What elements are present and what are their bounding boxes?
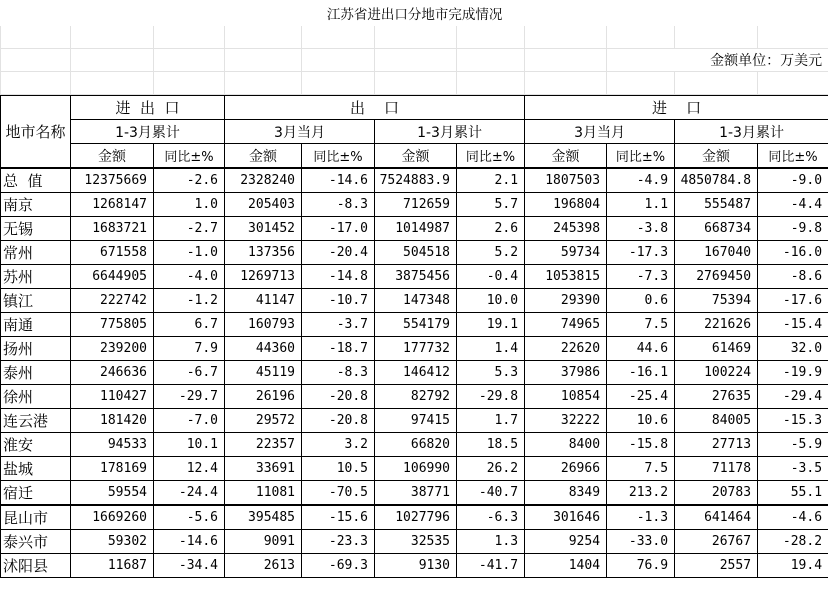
yoy-cell: 12.4: [154, 457, 225, 481]
period-header: 1-3月累计: [375, 120, 525, 144]
city-name: 宿迁: [1, 481, 71, 506]
table-row: [1, 554, 828, 578]
amount-cell: 8400: [525, 433, 607, 457]
yoy-cell: -24.4: [154, 481, 225, 506]
amount-cell: 20783: [675, 481, 758, 506]
group-header-total: 进 出 口: [71, 96, 225, 120]
city-name: 徐州: [1, 385, 71, 409]
yoy-cell: -15.3: [758, 409, 828, 433]
table-row: [1, 265, 828, 289]
table-row: [1, 337, 828, 361]
table-row: [1, 409, 828, 433]
amount-cell: 9254: [525, 530, 607, 554]
amount-cell: 205403: [225, 193, 302, 217]
amount-cell: 41147: [225, 289, 302, 313]
table-row: [1, 481, 828, 506]
yoy-cell: 10.5: [302, 457, 375, 481]
amount-cell: 94533: [71, 433, 154, 457]
yoy-cell: -2.7: [154, 217, 225, 241]
yoy-cell: 213.2: [607, 481, 675, 506]
amount-cell: 2557: [675, 554, 758, 578]
yoy-cell: -16.1: [607, 361, 675, 385]
amount-cell: 8349: [525, 481, 607, 506]
amount-cell: 22620: [525, 337, 607, 361]
yoy-cell: 10.1: [154, 433, 225, 457]
yoy-cell: -20.4: [302, 241, 375, 265]
city-name: 镇江: [1, 289, 71, 313]
amount-cell: 554179: [375, 313, 457, 337]
yoy-cell: 19.4: [758, 554, 828, 578]
amount-cell: 1269713: [225, 265, 302, 289]
amount-cell: 239200: [71, 337, 154, 361]
table-row: [1, 530, 828, 554]
amount-cell: 178169: [71, 457, 154, 481]
amount-cell: 1014987: [375, 217, 457, 241]
amount-cell: 301646: [525, 505, 607, 530]
city-name: 常州: [1, 241, 71, 265]
yoy-header: 同比±%: [302, 144, 375, 169]
table-row: [1, 217, 828, 241]
table-row: [1, 361, 828, 385]
yoy-cell: -8.6: [758, 265, 828, 289]
amount-cell: 146412: [375, 361, 457, 385]
city-name: 泰兴市: [1, 530, 71, 554]
yoy-header: 同比±%: [758, 144, 828, 169]
amount-cell: 38771: [375, 481, 457, 506]
amount-cell: 1807503: [525, 168, 607, 193]
table-row: [1, 313, 828, 337]
amount-cell: 7524883.9: [375, 168, 457, 193]
yoy-cell: -3.5: [758, 457, 828, 481]
amount-cell: 147348: [375, 289, 457, 313]
amount-cell: 245398: [525, 217, 607, 241]
amount-cell: 4850784.8: [675, 168, 758, 193]
amount-cell: 71178: [675, 457, 758, 481]
yoy-cell: 5.3: [457, 361, 525, 385]
yoy-cell: -19.9: [758, 361, 828, 385]
title-area: [0, 0, 828, 95]
yoy-cell: -20.8: [302, 385, 375, 409]
amount-cell: 775805: [71, 313, 154, 337]
yoy-cell: 1.0: [154, 193, 225, 217]
amount-cell: 32535: [375, 530, 457, 554]
yoy-cell: -28.2: [758, 530, 828, 554]
group-header-export: 出 口: [225, 96, 525, 120]
amount-cell: 32222: [525, 409, 607, 433]
amount-cell: 9130: [375, 554, 457, 578]
yoy-header: 同比±%: [607, 144, 675, 169]
yoy-cell: 18.5: [457, 433, 525, 457]
yoy-cell: -15.6: [302, 505, 375, 530]
amount-cell: 641464: [675, 505, 758, 530]
yoy-cell: -6.3: [457, 505, 525, 530]
yoy-cell: 6.7: [154, 313, 225, 337]
yoy-cell: -29.7: [154, 385, 225, 409]
amount-cell: 84005: [675, 409, 758, 433]
yoy-cell: -4.0: [154, 265, 225, 289]
yoy-cell: 10.6: [607, 409, 675, 433]
amount-cell: 1053815: [525, 265, 607, 289]
amount-cell: 1027796: [375, 505, 457, 530]
city-name: 扬州: [1, 337, 71, 361]
amount-cell: 75394: [675, 289, 758, 313]
city-column-header: 地市名称: [1, 96, 71, 169]
yoy-cell: -33.0: [607, 530, 675, 554]
yoy-cell: -23.3: [302, 530, 375, 554]
amount-cell: 167040: [675, 241, 758, 265]
amount-cell: 2328240: [225, 168, 302, 193]
amount-cell: 221626: [675, 313, 758, 337]
yoy-cell: -1.3: [607, 505, 675, 530]
yoy-cell: -2.6: [154, 168, 225, 193]
yoy-cell: -8.3: [302, 361, 375, 385]
amount-cell: 671558: [71, 241, 154, 265]
table-row: [1, 193, 828, 217]
yoy-cell: -14.6: [302, 168, 375, 193]
amount-cell: 59554: [71, 481, 154, 506]
yoy-cell: -9.8: [758, 217, 828, 241]
yoy-cell: -17.0: [302, 217, 375, 241]
amount-cell: 395485: [225, 505, 302, 530]
yoy-cell: -29.8: [457, 385, 525, 409]
amount-cell: 59302: [71, 530, 154, 554]
period-header: 3月当月: [225, 120, 375, 144]
amount-cell: 97415: [375, 409, 457, 433]
amount-cell: 246636: [71, 361, 154, 385]
table-row: [1, 241, 828, 265]
amount-cell: 29390: [525, 289, 607, 313]
amount-cell: 29572: [225, 409, 302, 433]
amount-cell: 12375669: [71, 168, 154, 193]
unit-label: 金额单位：万美元: [607, 49, 828, 72]
yoy-cell: 32.0: [758, 337, 828, 361]
amount-cell: 10854: [525, 385, 607, 409]
amount-cell: 11687: [71, 554, 154, 578]
amount-cell: 27635: [675, 385, 758, 409]
amount-cell: 712659: [375, 193, 457, 217]
amount-cell: 6644905: [71, 265, 154, 289]
yoy-cell: 5.2: [457, 241, 525, 265]
amount-cell: 59734: [525, 241, 607, 265]
amount-cell: 2769450: [675, 265, 758, 289]
amount-cell: 11081: [225, 481, 302, 506]
yoy-cell: -7.3: [607, 265, 675, 289]
yoy-cell: 19.1: [457, 313, 525, 337]
period-header: 1-3月累计: [71, 120, 225, 144]
yoy-cell: 44.6: [607, 337, 675, 361]
yoy-cell: 7.5: [607, 313, 675, 337]
yoy-cell: -15.8: [607, 433, 675, 457]
yoy-cell: -5.6: [154, 505, 225, 530]
yoy-cell: -20.8: [302, 409, 375, 433]
city-name: 南通: [1, 313, 71, 337]
yoy-cell: 10.0: [457, 289, 525, 313]
amount-cell: 160793: [225, 313, 302, 337]
amount-cell: 26966: [525, 457, 607, 481]
amount-cell: 196804: [525, 193, 607, 217]
yoy-cell: -16.0: [758, 241, 828, 265]
amount-cell: 2613: [225, 554, 302, 578]
period-header: 3月当月: [525, 120, 675, 144]
city-name: 总 值: [1, 168, 71, 193]
city-name: 泰州: [1, 361, 71, 385]
city-name: 连云港: [1, 409, 71, 433]
trade-table: [0, 95, 828, 578]
amount-cell: 555487: [675, 193, 758, 217]
yoy-cell: -9.0: [758, 168, 828, 193]
yoy-cell: -29.4: [758, 385, 828, 409]
amount-cell: 137356: [225, 241, 302, 265]
yoy-cell: -4.9: [607, 168, 675, 193]
yoy-cell: -34.4: [154, 554, 225, 578]
group-header-import: 进 口: [525, 96, 828, 120]
amount-header: 金额: [225, 144, 302, 169]
table-row: [1, 385, 828, 409]
table-row: [1, 289, 828, 313]
yoy-cell: 26.2: [457, 457, 525, 481]
yoy-cell: 76.9: [607, 554, 675, 578]
yoy-cell: -25.4: [607, 385, 675, 409]
city-name: 淮安: [1, 433, 71, 457]
yoy-cell: -6.7: [154, 361, 225, 385]
city-name: 苏州: [1, 265, 71, 289]
yoy-cell: -1.2: [154, 289, 225, 313]
yoy-cell: 1.4: [457, 337, 525, 361]
yoy-cell: -7.0: [154, 409, 225, 433]
amount-header: 金额: [375, 144, 457, 169]
yoy-cell: -17.6: [758, 289, 828, 313]
city-name: 盐城: [1, 457, 71, 481]
amount-header: 金额: [525, 144, 607, 169]
yoy-cell: 55.1: [758, 481, 828, 506]
yoy-cell: 7.5: [607, 457, 675, 481]
city-name: 南京: [1, 193, 71, 217]
amount-cell: 22357: [225, 433, 302, 457]
amount-cell: 181420: [71, 409, 154, 433]
yoy-cell: 1.3: [457, 530, 525, 554]
yoy-cell: -5.9: [758, 433, 828, 457]
amount-cell: 1268147: [71, 193, 154, 217]
amount-cell: 1669260: [71, 505, 154, 530]
yoy-cell: -4.4: [758, 193, 828, 217]
amount-cell: 74965: [525, 313, 607, 337]
yoy-cell: 7.9: [154, 337, 225, 361]
yoy-cell: -1.0: [154, 241, 225, 265]
yoy-header: 同比±%: [154, 144, 225, 169]
city-name: 昆山市: [1, 505, 71, 530]
yoy-cell: -10.7: [302, 289, 375, 313]
amount-cell: 100224: [675, 361, 758, 385]
amount-cell: 27713: [675, 433, 758, 457]
amount-cell: 3875456: [375, 265, 457, 289]
amount-cell: 668734: [675, 217, 758, 241]
yoy-cell: -14.8: [302, 265, 375, 289]
amount-cell: 222742: [71, 289, 154, 313]
table-row: [1, 433, 828, 457]
amount-cell: 1404: [525, 554, 607, 578]
yoy-cell: -15.4: [758, 313, 828, 337]
amount-cell: 66820: [375, 433, 457, 457]
yoy-cell: -18.7: [302, 337, 375, 361]
yoy-cell: 2.6: [457, 217, 525, 241]
yoy-cell: 3.2: [302, 433, 375, 457]
yoy-cell: -41.7: [457, 554, 525, 578]
amount-cell: 82792: [375, 385, 457, 409]
yoy-cell: -8.3: [302, 193, 375, 217]
amount-cell: 45119: [225, 361, 302, 385]
yoy-cell: -69.3: [302, 554, 375, 578]
yoy-cell: 0.6: [607, 289, 675, 313]
page-title: 江苏省进出口分地市完成情况: [1, 1, 828, 26]
yoy-cell: -40.7: [457, 481, 525, 506]
amount-cell: 9091: [225, 530, 302, 554]
yoy-cell: -3.7: [302, 313, 375, 337]
period-header: 1-3月累计: [675, 120, 828, 144]
yoy-cell: -70.5: [302, 481, 375, 506]
amount-cell: 26196: [225, 385, 302, 409]
amount-cell: 33691: [225, 457, 302, 481]
amount-cell: 26767: [675, 530, 758, 554]
table-body: [1, 168, 828, 578]
amount-cell: 110427: [71, 385, 154, 409]
amount-cell: 301452: [225, 217, 302, 241]
yoy-cell: -14.6: [154, 530, 225, 554]
yoy-header: 同比±%: [457, 144, 525, 169]
yoy-cell: -0.4: [457, 265, 525, 289]
amount-cell: 504518: [375, 241, 457, 265]
table-row: [1, 457, 828, 481]
amount-header: 金额: [71, 144, 154, 169]
table-row: [1, 505, 828, 530]
yoy-cell: -17.3: [607, 241, 675, 265]
yoy-cell: 2.1: [457, 168, 525, 193]
city-name: 沭阳县: [1, 554, 71, 578]
city-name: 无锡: [1, 217, 71, 241]
yoy-cell: 1.1: [607, 193, 675, 217]
amount-cell: 44360: [225, 337, 302, 361]
amount-cell: 106990: [375, 457, 457, 481]
amount-cell: 177732: [375, 337, 457, 361]
yoy-cell: 5.7: [457, 193, 525, 217]
amount-cell: 1683721: [71, 217, 154, 241]
amount-cell: 37986: [525, 361, 607, 385]
yoy-cell: -3.8: [607, 217, 675, 241]
table-row: [1, 168, 828, 193]
amount-header: 金额: [675, 144, 758, 169]
yoy-cell: 1.7: [457, 409, 525, 433]
yoy-cell: -4.6: [758, 505, 828, 530]
amount-cell: 61469: [675, 337, 758, 361]
